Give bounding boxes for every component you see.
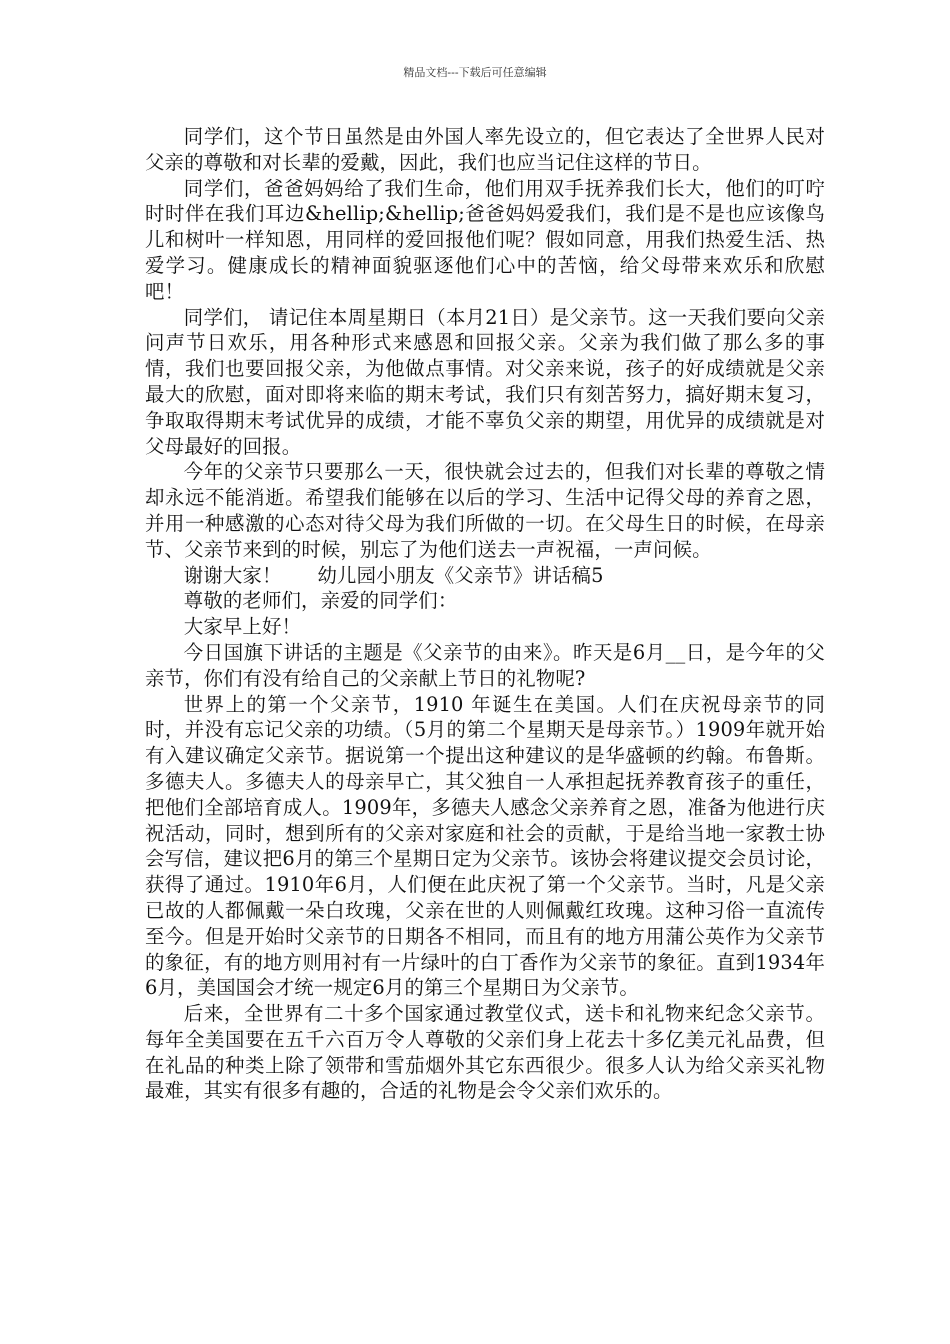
paragraph-fathers-day-reminder: 同学们， 请记住本周星期日（本月21日）是父亲节。这一天我们要向父亲问声节日欢乐，用各种形式来感恩和回报父亲。父亲为我们做了那么多的事情，我们也要回报父亲，为他做点事情。对父亲来说，孩子的好成绩就是父亲最大的欣慰，面对即将来临的期末考试，我们只有刻苦努力，搞好期末复习，争取取得期末考试优异的成绩，才能不辜负父亲的期望，用优异的成绩就是对父母最好的回报。 [145, 305, 825, 458]
salutation: 尊敬的老师们，亲爱的同学们： [183, 589, 458, 613]
closing-line [145, 563, 825, 589]
greeting: 大家早上好！ [183, 615, 302, 639]
thanks-text: 谢谢大家！ [183, 563, 282, 587]
paragraph-later: 后来，全世界有二十多个国家通过教堂仪式，送卡和礼物来纪念父亲节。每年全美国要在五千六百万令人尊敬的父亲们身上花去十多亿美元礼品费，但在礼品的种类上除了领带和雪茄烟外其它东西很少。很多人认为给父亲买礼物最难，其实有很多有趣的，合适的礼物是会令父亲们欢乐的。 [145, 1002, 825, 1103]
speech-title: 幼儿园小朋友《父亲节》讲话稿5 [317, 563, 604, 587]
page-header: 精品文档---下载后可任意编辑 [403, 66, 547, 79]
paragraph-respect: 今年的父亲节只要那么一天，很快就会过去的，但我们对长辈的尊敬之情却永远不能消逝。希望我们能够在以后的学习、生活中记得父母的养育之恩，并用一种感激的心态对待父母为我们所做的一切。在父母生日的时候，在母亲节、父亲节来到的时候，别忘了为他们送去一声祝福，一声问候。 [145, 460, 825, 561]
paragraph-gratitude: 同学们，爸爸妈妈给了我们生命，他们用双手抚养我们长大，他们的叮咛时时伴在我们耳边&hellip;&hellip;爸爸妈妈爱我们，我们是不是也应该像鸟儿和树叶一样知恩，用同样的爱回报他们呢？假如同意，用我们热爱生活、热爱学习。健康成长的精神面貌驱逐他们心中的苦恼，给父母带来欢乐和欣慰吧！ [145, 176, 825, 303]
document-body [145, 124, 825, 1104]
paragraph-history: 世界上的第一个父亲节，1910 年诞生在美国。人们在庆祝母亲节的同时，并没有忘记父亲的功绩。（5月的第二个星期天是母亲节。）1909年就开始有入建议确定父亲节。据说第一个提出这种建议的是华盛顿的约翰。布鲁斯。多德夫人。多德夫人的母亲早亡，其父独自一人承担起抚养教育孩子的重任，把他们全部培育成人。1909年，多德夫人感念父亲养育之恩，准备为他进行庆祝活动，同时，想到所有的父亲对家庭和社会的贡献，于是给当地一家教士协会写信，建议把6月的第三个星期日定为父亲节。该协会将建议提交会员讨论，获得了通过。1910年6月，人们便在此庆祝了第一个父亲节。当时，凡是父亲已故的人都佩戴一朵白玫瑰，父亲在世的人则佩戴红玫瑰。这种习俗一直流传至今。但是开始时父亲节的日期各不相同，而且有的地方用蒲公英作为父亲节的象征，有的地方则用衬有一片绿叶的白丁香作为父亲节的象征。直到1934年6月，美国国会才统一规定6月的第三个星期日为父亲节。 [145, 692, 825, 1000]
paragraph-topic: 今日国旗下讲话的主题是《父亲节的由来》。昨天是6月__日，是今年的父亲节，你们有没有给自己的父亲献上节日的礼物呢? [145, 640, 825, 690]
paragraph-intro: 同学们，这个节日虽然是由外国人率先设立的，但它表达了全世界人民对父亲的尊敬和对长辈的爱戴，因此，我们也应当记住这样的节日。 [145, 125, 825, 174]
